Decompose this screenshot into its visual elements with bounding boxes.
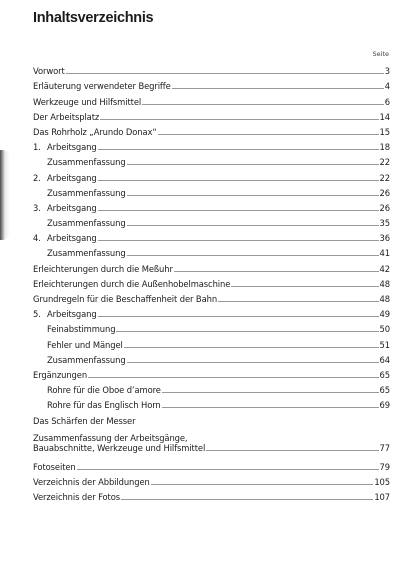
toc-entry-page: 15	[379, 126, 390, 137]
toc-entry-messuhr[interactable]	[33, 258, 390, 273]
toc-entry-begriffe[interactable]	[33, 76, 390, 91]
toc-entry-label: Fehler und Mängel	[47, 339, 123, 350]
dot-leader	[231, 286, 378, 287]
toc-entry-page: 48	[379, 278, 390, 289]
toc-entry-ergaenzungen[interactable]	[33, 365, 390, 380]
toc-entry-arbeitsgang-4[interactable]	[33, 228, 390, 243]
toc-entry-label: Erläuterung verwendeter Begriffe	[33, 81, 171, 92]
toc-entry-page: 4	[384, 81, 390, 92]
toc-entry-page: 36	[379, 233, 390, 244]
toc-entry-label: Werkzeuge und Hilfsmittel	[33, 96, 142, 107]
toc-entry-page: 77	[379, 442, 390, 453]
dot-leader	[98, 316, 379, 317]
dot-leader	[172, 88, 384, 89]
dot-leader	[77, 469, 379, 470]
dot-leader	[121, 499, 373, 500]
toc-entry-label: Das Rohrholz „Arundo Donax“	[33, 126, 157, 137]
toc-entry-page: 64	[379, 354, 390, 365]
toc-entry-page: 26	[379, 187, 390, 198]
toc-entry-label: Feinabstimmung	[47, 324, 116, 335]
toc-entry-page: 65	[379, 385, 390, 396]
toc-entry-label	[33, 233, 97, 243]
toc-entry-label	[33, 142, 97, 152]
toc-entry-label: Rohre für die Oboe d’amore	[47, 385, 161, 396]
toc-entry-abbildungen[interactable]	[33, 472, 390, 487]
toc-entry-fotos[interactable]	[33, 487, 390, 502]
toc-entry-page: 42	[379, 263, 390, 274]
toc-entry-englisch-horn[interactable]	[33, 395, 390, 410]
toc-entry-label: Ergänzungen	[33, 369, 88, 380]
dot-leader	[127, 195, 379, 196]
dot-leader	[98, 210, 379, 211]
toc-entry-arbeitsplatz[interactable]	[33, 107, 390, 122]
toc-entry-page: 18	[379, 142, 390, 153]
toc-entry-label	[33, 173, 97, 183]
toc-entry-zusammenfassung-5[interactable]	[33, 350, 390, 365]
toc-entry-page: 50	[379, 324, 390, 335]
page-title: Inhaltsverzeichnis	[33, 10, 154, 26]
toc-entry-page: 105	[374, 476, 390, 487]
dot-leader	[162, 392, 379, 393]
toc-entry-label-line2: Bauabschnitte, Werkzeuge und Hilfsmittel	[33, 442, 206, 453]
toc-entry-page: 49	[379, 309, 390, 320]
toc-entry-arbeitsgang-3[interactable]	[33, 198, 390, 213]
toc-entry-page: 26	[379, 202, 390, 213]
toc-entry-vorwort[interactable]	[33, 61, 390, 76]
toc-entry-label	[33, 309, 97, 319]
toc-entry-number: 5.	[33, 309, 41, 320]
dot-leader	[98, 149, 379, 150]
toc-entry-label: Rohre für das Englisch Horn	[47, 400, 161, 411]
toc-entry-page: 65	[379, 369, 390, 380]
dot-leader	[127, 362, 379, 363]
toc-entry-page: 69	[379, 400, 390, 411]
toc-entry-label: Zusammenfassung	[47, 354, 126, 365]
dot-leader	[218, 301, 379, 302]
toc-entry-label: Vorwort	[33, 66, 65, 77]
dot-leader	[98, 180, 379, 181]
toc-entry-oboe[interactable]	[33, 380, 390, 395]
toc-entry-label: Zusammenfassung	[47, 248, 126, 259]
toc-entry-page: 14	[379, 111, 390, 122]
toc-entry-messer[interactable]	[33, 410, 390, 425]
toc-entry-page: 79	[379, 461, 390, 472]
toc-entry-label: Der Arbeitsplatz	[33, 111, 100, 122]
page-column-header: Seite	[372, 50, 389, 58]
toc-entry-text: Arbeitsgang	[47, 202, 97, 213]
toc-entry-page: 22	[379, 172, 390, 183]
dot-leader	[127, 255, 379, 256]
toc-entry-label	[33, 203, 97, 213]
dot-leader	[66, 73, 384, 74]
dot-leader	[88, 377, 378, 378]
dot-leader	[100, 119, 378, 120]
toc-entry-zusammenfassung-2[interactable]	[33, 183, 390, 198]
toc-entry-label: Erleichterungen durch die Außenhobelmaschine	[33, 278, 231, 289]
toc-entry-label: Grundregeln für die Beschaffenheit der Bahn	[33, 294, 218, 304]
toc-entry-arbeitsgang-5[interactable]	[33, 304, 390, 319]
toc-entry-page: 22	[379, 157, 390, 168]
toc-entry-number: 1.	[33, 142, 41, 153]
dot-leader	[98, 240, 379, 241]
toc-entry-zusammenfassung-4[interactable]	[33, 243, 390, 258]
toc-entry-number: 2.	[33, 172, 41, 183]
table-of-contents	[33, 61, 390, 502]
toc-entry-aussenhobelmaschine[interactable]	[33, 274, 390, 289]
toc-entry-text: Arbeitsgang	[47, 309, 97, 320]
toc-entry-label-line1: Zusammenfassung der Arbeitsgänge,	[33, 432, 188, 443]
toc-entry-text: Arbeitsgang	[47, 172, 97, 183]
toc-entry-feinabstimmung[interactable]	[33, 319, 390, 334]
dot-leader	[206, 450, 378, 451]
toc-entry-arbeitsgang-1[interactable]	[33, 137, 390, 152]
toc-entry-arbeitsgang-2[interactable]	[33, 167, 390, 182]
toc-entry-label: Verzeichnis der Abbildungen	[33, 476, 150, 487]
toc-entry-werkzeuge[interactable]	[33, 91, 390, 106]
dot-leader	[142, 104, 384, 105]
toc-entry-label	[33, 433, 205, 453]
toc-entry-number: 4.	[33, 233, 41, 244]
toc-entry-fotoseiten[interactable]	[33, 453, 390, 472]
dot-leader	[162, 407, 379, 408]
toc-entry-page: 48	[379, 294, 390, 304]
toc-entry-label: Verzeichnis der Fotos	[33, 491, 121, 502]
dot-leader	[158, 134, 379, 135]
dot-leader	[174, 271, 379, 272]
toc-entry-zusammenfassung-1[interactable]	[33, 152, 390, 167]
dot-leader	[124, 347, 379, 348]
toc-entry-page: 41	[379, 248, 390, 259]
toc-entry-page: 3	[384, 66, 390, 77]
toc-entry-number: 3.	[33, 202, 41, 213]
dot-leader	[127, 225, 379, 226]
toc-entry-label: Zusammenfassung	[47, 187, 126, 198]
toc-entry-label: Fotoseiten	[33, 461, 76, 472]
toc-entry-text: Arbeitsgang	[47, 233, 97, 244]
page-edge-shadow	[0, 150, 10, 240]
toc-entry-label: Das Schärfen der Messer	[33, 415, 136, 426]
dot-leader	[116, 331, 378, 332]
toc-entry-page: 35	[379, 218, 390, 229]
dot-leader	[127, 164, 379, 165]
toc-entry-label: Zusammenfassung	[47, 157, 126, 168]
toc-entry-rohrholz[interactable]	[33, 122, 390, 137]
toc-entry-fehler[interactable]	[33, 334, 390, 349]
toc-entry-grundregeln[interactable]	[33, 289, 390, 304]
toc-entry-text: Arbeitsgang	[47, 142, 97, 153]
toc-entry-page: 107	[374, 491, 390, 502]
toc-entry-zusammenfassung-gesamt[interactable]	[33, 426, 390, 453]
toc-entry-page: 6	[384, 96, 390, 107]
toc-entry-page: 51	[379, 339, 390, 350]
toc-entry-zusammenfassung-3[interactable]	[33, 213, 390, 228]
dot-leader	[151, 484, 374, 485]
toc-entry-label: Erleichterungen durch die Meßuhr	[33, 263, 173, 274]
toc-entry-label: Zusammenfassung	[47, 218, 126, 229]
